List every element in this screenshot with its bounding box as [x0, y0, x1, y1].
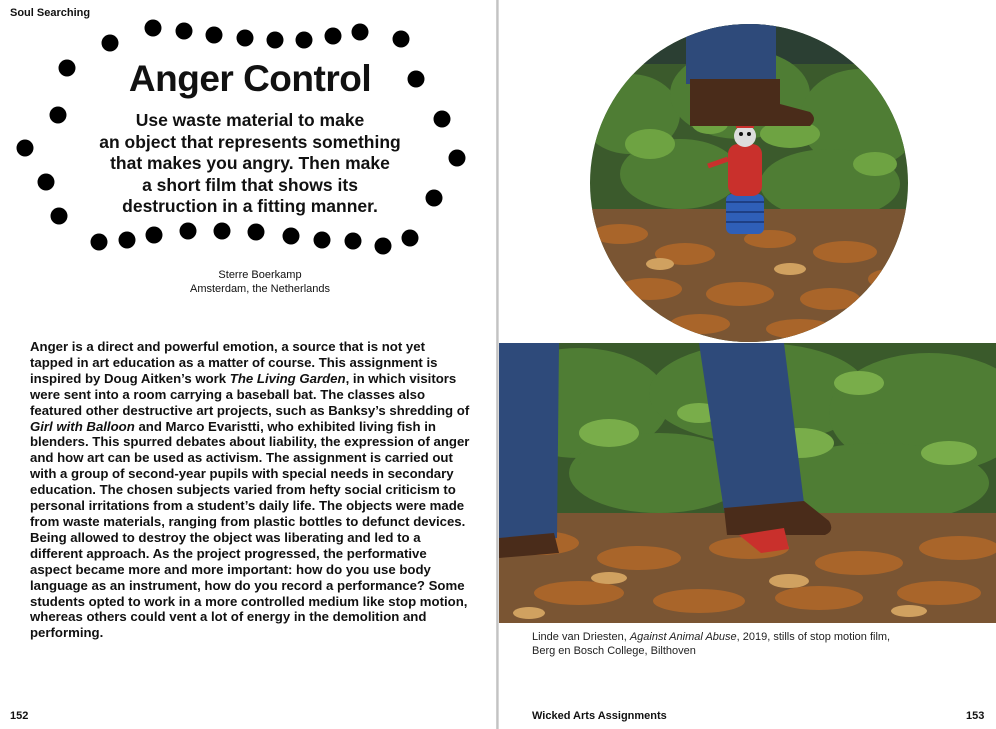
page-number-left: 152	[10, 710, 29, 722]
author-location: Amsterdam, the Netherlands	[189, 283, 330, 295]
body-text-run: , in which visitors were sent into a room carrying a baseball bat. The classes also featured other destructive art projects, such as Banksy’s shredding of	[30, 370, 470, 418]
body-text-run: and Marco Evaristti, who exhibited living fish in blenders. This spurred debates about liability, the expression of anger and how art can be used as activism. The assignment is carried out with a group of second-year pupils with special needs in secondary education. The chosen subjects varied from hefty social criticism to personal irritations from a student’s daily life. The objects were made from waste materials, ranging from plastic bottles to defunct devices. Being allowed to destroy the object was liberating and led to a different approach. As the project progressed, the performative aspect became more and more important: how do you use body language as an instrument, how do you record a performance? Some students opted to work in a more controlled medium like stop motion, whereas others could vent a lot of energy in the demolition and performing.	[30, 418, 470, 641]
running-head: Soul Searching	[10, 7, 91, 19]
prompt-line: that makes you angry. Then make	[110, 153, 390, 173]
assignment-prompt	[50, 110, 450, 218]
author-name: Sterre Boerkamp	[218, 269, 302, 281]
byline	[100, 268, 420, 296]
prompt-line: an object that represents something	[99, 131, 401, 152]
body-text-run: Anger is a direct and powerful emotion, a source that is not yet tapped in art education as a matter of course. This assignment is inspired by Doug Aitken’s work	[30, 339, 438, 386]
left-page	[0, 0, 497, 729]
work-title: The Living Garden	[229, 370, 346, 386]
caption-line-2: Berg en Bosch College, Bilthoven	[532, 645, 696, 657]
prompt-line: Use waste material to make	[135, 110, 365, 130]
photo-illustration	[590, 24, 908, 342]
caption-line-1	[532, 630, 972, 644]
body-text	[30, 339, 470, 641]
caption-details: , 2019, stills of stop motion film,	[736, 631, 891, 643]
circular-photo-boot-stomping-figure	[590, 24, 908, 342]
caption-work-title: Against Animal Abuse	[629, 631, 737, 643]
caption-artist: Linde van Driesten,	[532, 631, 630, 643]
photo-caption	[532, 630, 972, 658]
photo-illustration	[499, 343, 996, 623]
page-title: Anger Control	[128, 58, 372, 99]
wide-photo-boot-crushed-figure	[499, 343, 996, 623]
prompt-line: destruction in a fitting manner.	[122, 196, 378, 216]
prompt-line: a short film that shows its	[142, 174, 358, 195]
running-foot: Wicked Arts Assignments	[532, 710, 667, 722]
page-number-right: 153	[966, 710, 985, 722]
work-title: Girl with Balloon	[30, 418, 135, 434]
